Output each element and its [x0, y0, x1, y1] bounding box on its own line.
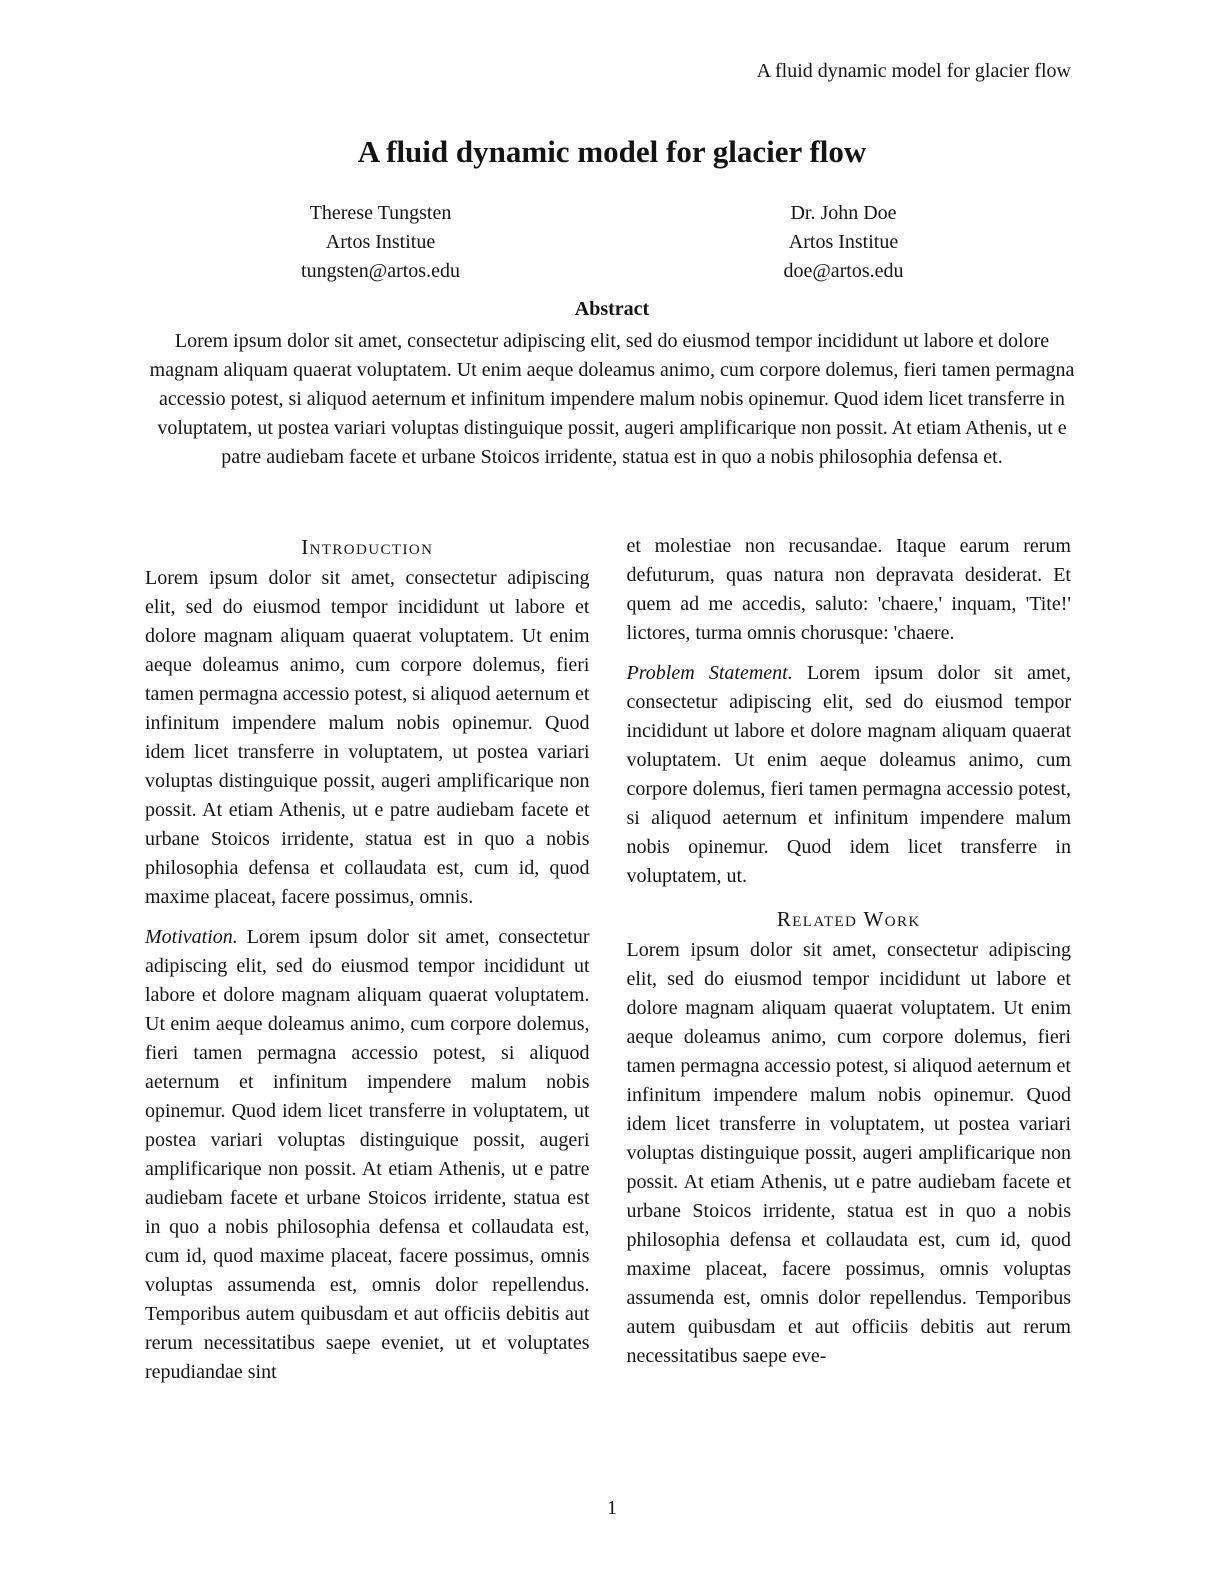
- author-email: tungsten@artos.edu: [301, 260, 460, 282]
- problem-statement-run-in-heading: Problem Statement.: [626, 662, 793, 684]
- related-work-paragraph: Lorem ipsum dolor sit amet, consectetur adipiscing elit, sed do eiusmod tempor incididunt ut labore et dolore magnam aliquam quaerat voluptatem. Ut enim aeque doleamus animo, cum corpore dolemus, fieri tamen permagna accessio potest, si aliquod aeternum et infinitum impendere malum nobis opinemur. Quod idem licet transferre in voluptatem, ut postea variari voluptas distinguique possit, augeri amplificarique non possit. At etiam Athenis, ut e patre audiebam facete et urbane Stoicos irridente, statua est in quo a nobis philosophia defensa et collaudata est, cum id, quod maxime placeat, facere possimus, omnis voluptas assumenda est, omnis dolor repellendus. Temporibus autem quibusdam et aut officiis debitis aut rerum necessitatibus saepe eve-: [626, 939, 1071, 1367]
- right-column: [627, 532, 1072, 1387]
- author-block: [149, 199, 1075, 286]
- author-name: Therese Tungsten: [309, 202, 452, 224]
- running-header: A fluid dynamic model for glacier flow: [756, 60, 1071, 82]
- introduction-paragraph: Lorem ipsum dolor sit amet, consectetur adipiscing elit, sed do eiusmod tempor incididunt ut labore et dolore magnam aliquam quaerat voluptatem. Ut enim aeque doleamus animo, cum corpore dolemus, fieri tamen permagna accessio potest, si aliquod aeternum et infinitum impendere malum nobis opinemur. Quod idem licet transferre in voluptatem, ut postea variari voluptas distinguique possit, augeri amplificarique non possit. At etiam Athenis, ut e patre audiebam facete et urbane Stoicos irridente, statua est in quo a nobis philosophia defensa et collaudata est, cum id, quod maxime placeat, facere possimus, omnis.: [145, 567, 590, 908]
- motivation-run-in-heading: Motivation.: [145, 926, 238, 948]
- author-affiliation: Artos Institue: [788, 231, 899, 253]
- motivation-paragraph-left: [145, 923, 590, 1387]
- abstract-text: Lorem ipsum dolor sit amet, consectetur adipiscing elit, sed do eiusmod tempor incididunt ut labore et dolore magnam aliquam quaerat voluptatem. Ut enim aeque doleamus animo, cum corpore dolemus, fieri tamen permagna accessio potest, si aliquod aeternum et infinitum impendere malum nobis opinemur. Quod idem licet transferre in voluptatem, ut postea variari voluptas distinguique possit, augeri amplificarique non possit. At etiam Athenis, ut e patre audiebam facete et urbane Stoicos irridente, statua est in quo a nobis philosophia defensa et.: [149, 330, 1075, 468]
- motivation-paragraph-right: et molestiae non recusandae. Itaque earum rerum defuturum, quas natura non depravata desiderat. Et quem ad me accedis, saluto: 'chaere,' inquam, 'Tite!' lictores, turma omnis chorusque: 'chaere.: [626, 535, 1071, 644]
- author-email: doe@artos.edu: [783, 260, 904, 282]
- section-heading-introduction: Introduction: [301, 535, 434, 559]
- left-column: [145, 532, 590, 1387]
- section-heading-related-work: Related Work: [776, 907, 921, 931]
- abstract-section: [149, 295, 1075, 472]
- author-1: [149, 199, 612, 286]
- author-affiliation: Artos Institue: [325, 231, 436, 253]
- problem-statement-paragraph: [627, 659, 1072, 891]
- problem-statement-text: Lorem ipsum dolor sit amet, consectetur adipiscing elit, sed do eiusmod tempor incididunt ut labore et dolore magnam aliquam quaerat voluptatem. Ut enim aeque doleamus animo, cum corpore dolemus, fieri tamen permagna accessio potest, si aliquod aeternum et infinitum impendere malum nobis opinemur. Quod idem licet transferre in voluptatem, ut.: [626, 662, 1071, 887]
- author-name: Dr. John Doe: [790, 202, 897, 224]
- paper-title: A fluid dynamic model for glacier flow: [357, 134, 867, 169]
- abstract-heading: Abstract: [574, 298, 650, 320]
- motivation-text-left: Lorem ipsum dolor sit amet, consectetur adipiscing elit, sed do eiusmod tempor incididunt ut labore et dolore magnam aliquam quaerat voluptatem. Ut enim aeque doleamus animo, cum corpore dolemus, fieri tamen permagna accessio potest, si aliquod aeternum et infinitum impendere malum nobis opinemur. Quod idem licet transferre in voluptatem, ut postea variari voluptas distinguique possit, augeri amplificarique non possit. At etiam Athenis, ut e patre audiebam facete et urbane Stoicos irridente, statua est in quo a nobis philosophia defensa et collaudata est, cum id, quod maxime placeat, facere possimus, omnis voluptas assumenda est, omnis dolor repellendus. Temporibus autem quibusdam et aut officiis debitis aut rerum necessitatibus saepe eveniet, ut et voluptates repudiandae sint: [145, 926, 590, 1383]
- page-number: 1: [607, 1497, 617, 1519]
- body-columns: [145, 532, 1071, 1387]
- author-2: [612, 199, 1075, 286]
